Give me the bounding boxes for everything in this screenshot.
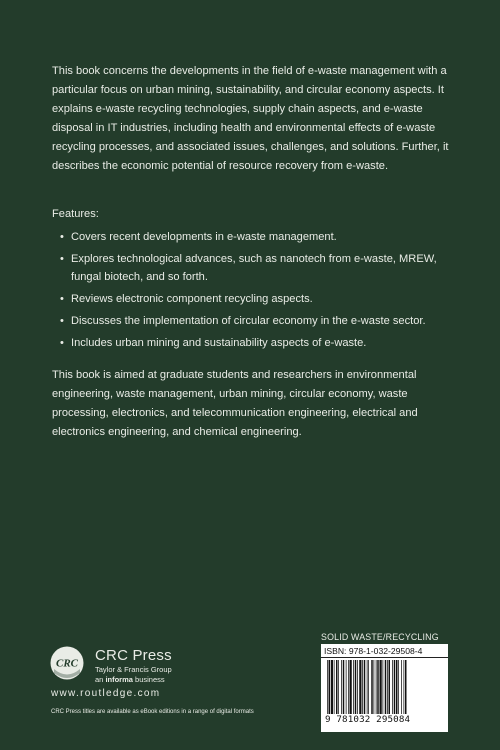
barcode-bar <box>405 660 407 714</box>
barcode-bar <box>331 660 333 714</box>
barcode-bar <box>376 660 377 714</box>
informa-brand: informa <box>105 674 133 684</box>
publisher-business <box>95 676 172 684</box>
barcode-bar <box>394 660 396 714</box>
barcode-bar <box>350 660 352 714</box>
barcode-bar <box>348 660 349 714</box>
barcode-digits: 9 781032 295084 <box>325 714 411 725</box>
isbn-label: ISBN: 978-1-032-29508-4 <box>321 644 448 658</box>
feature-item: • Explores technological advances, such as nanotech from e-waste, MREW, fungal biotech, and so forth. <box>60 250 460 286</box>
barcode-bar <box>336 660 338 714</box>
barcode-bar <box>346 660 347 714</box>
barcode-bar <box>396 660 398 714</box>
barcode-bar <box>404 660 405 714</box>
barcode-bar <box>398 660 399 714</box>
audience-paragraph: This book is aimed at graduate students and researchers in environmental engineering, waste management, urban mining, circular economy, waste processing, electronics, and telecommunication engineering, electrical and electronics engineering, and chemical engineering. <box>52 369 418 438</box>
barcode-bar <box>359 660 361 714</box>
barcode-bar <box>392 660 393 714</box>
feature-item: • Includes urban mining and sustainability aspects of e-waste. <box>60 334 460 352</box>
features-list <box>60 228 460 356</box>
barcode-bar <box>401 660 402 714</box>
barcode-image <box>326 660 444 714</box>
barcode-bar <box>383 660 384 714</box>
description-paragraph: This book concerns the developments in the field of e-waste management with a particular focus on urban mining, sustainability, and circular economy aspects. It explains e-waste recycling technologies, supply chain aspects, and e-waste disposal in IT industries, including health and environmental effects of e-waste recycling processes, and associated issues, challenges, and solutions. Further, it describes the economic potential of resource recovery from e-waste. <box>52 65 449 172</box>
barcode-bar <box>355 660 357 714</box>
business-prefix: an <box>95 674 106 684</box>
barcode-bar <box>385 660 387 714</box>
publisher-group: Taylor & Francis Group <box>95 665 172 674</box>
barcode-bar <box>364 660 366 714</box>
barcode-bar <box>327 660 328 714</box>
barcode-bar <box>367 660 368 714</box>
barcode-bar <box>387 660 388 714</box>
isbn-barcode-panel <box>321 644 448 732</box>
barcode-bar <box>377 660 379 714</box>
barcode-bar <box>343 660 345 714</box>
barcode-bar <box>341 660 342 714</box>
feature-item: • Covers recent developments in e-waste management. <box>60 228 460 246</box>
barcode-bar <box>353 660 354 714</box>
feature-item: • Reviews electronic component recycling aspects. <box>60 290 460 308</box>
logo-lettering: CRC <box>55 657 79 670</box>
barcode-bar <box>334 660 335 714</box>
barcode-bar <box>357 660 358 714</box>
barcode-bar <box>362 660 363 714</box>
barcode-bar <box>329 660 331 714</box>
feature-item: • Discusses the implementation of circular economy in the e-waste sector. <box>60 312 460 330</box>
business-suffix: business <box>132 674 165 684</box>
publisher-url[interactable]: www.routledge.com <box>51 688 161 699</box>
publisher-block <box>95 648 172 683</box>
ebook-note: CRC Press titles are available as eBook editions in a range of digital formats <box>51 709 254 715</box>
barcode-bar <box>371 660 373 714</box>
barcode-bar <box>368 660 369 714</box>
features-heading: Features: <box>52 208 99 220</box>
crc-press-logo <box>50 646 84 680</box>
barcode-bar <box>374 660 375 714</box>
barcode-bar <box>380 660 382 714</box>
barcode-bar <box>389 660 391 714</box>
barcode-bar <box>338 660 339 714</box>
publisher-name: CRC Press <box>95 647 172 664</box>
subject-category: SOLID WASTE/RECYCLING <box>321 632 439 642</box>
